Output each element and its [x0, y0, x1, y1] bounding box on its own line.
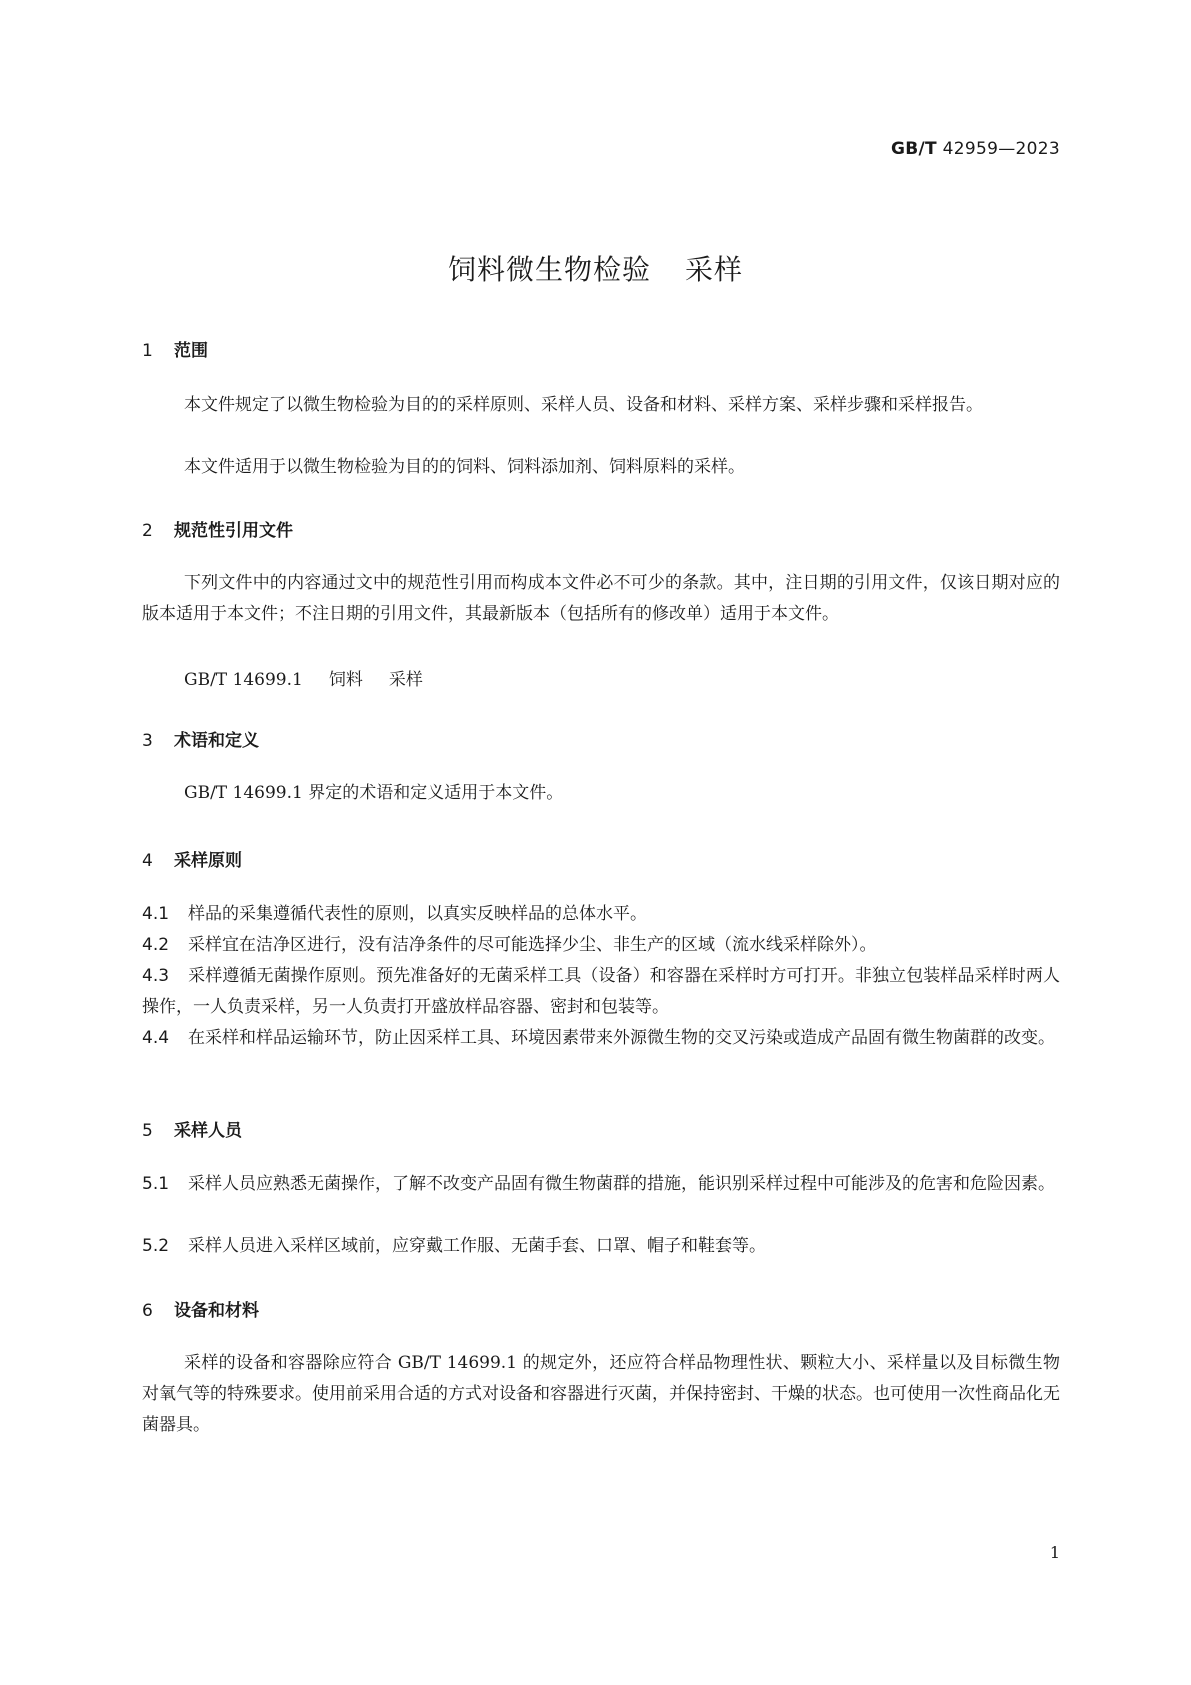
- clause-number: 4.2: [142, 935, 170, 955]
- section-6-heading: [142, 1296, 259, 1321]
- section-3-heading: [142, 726, 259, 751]
- clause-text: 采样人员进入采样区域前，应穿戴工作服、无菌手套、口罩、帽子和鞋套等。: [188, 1236, 766, 1256]
- reference-title-a: 饲料: [328, 670, 363, 690]
- standard-code: [800, 139, 1060, 159]
- section-title: 设备和材料: [174, 1301, 259, 1321]
- section-1-heading: [142, 336, 208, 361]
- section-title: 范围: [174, 341, 208, 361]
- clause-number: 4.4: [142, 1028, 170, 1048]
- standard-prefix: GB/T: [891, 139, 937, 159]
- reference-code: GB/T 14699.1: [184, 670, 303, 690]
- clause-4-4: [142, 1023, 1060, 1054]
- clause-text: 采样遵循无菌操作原则。预先准备好的无菌采样工具（设备）和容器在采样时方可打开。非独立包装样品采样时两人操作，一人负责采样，另一人负责打开盛放样品容器、密封和包装等。: [142, 966, 1060, 1017]
- clause-number: 5.2: [142, 1236, 170, 1256]
- clause-number: 4.3: [142, 966, 170, 986]
- section-number: 5: [142, 1121, 153, 1141]
- clause-number: 5.1: [142, 1174, 170, 1194]
- section-number: 2: [142, 521, 153, 541]
- document-title: [0, 248, 1191, 288]
- section-title: 规范性引用文件: [174, 521, 293, 541]
- section-number: 1: [142, 341, 153, 361]
- clause-text: 采样人员应熟悉无菌操作，了解不改变产品固有微生物菌群的措施，能识别采样过程中可能涉及的危害和危险因素。: [188, 1174, 1055, 1194]
- section-1-paragraph-2: 本文件适用于以微生物检验为目的的饲料、饲料添加剂、饲料原料的采样。: [184, 457, 745, 477]
- section-4-heading: [142, 846, 242, 871]
- clause-4-3: [142, 961, 1060, 1023]
- page-number: 1: [1049, 1543, 1060, 1562]
- clause-number: 4.1: [142, 904, 170, 924]
- section-number: 3: [142, 731, 153, 751]
- title-main: 饲料微生物检验: [447, 253, 651, 286]
- section-2-heading: [142, 516, 293, 541]
- clause-text: 采样宜在洁净区进行，没有洁净条件的尽可能选择少尘、非生产的区域（流水线采样除外）。: [188, 935, 877, 955]
- clause-text: 样品的采集遵循代表性的原则，以真实反映样品的总体水平。: [188, 904, 647, 924]
- section-title: 术语和定义: [174, 731, 259, 751]
- section-3-paragraph-1: GB/T 14699.1 界定的术语和定义适用于本文件。: [184, 783, 564, 803]
- section-5-heading: [142, 1116, 242, 1141]
- clause-text: 在采样和样品运输环节，防止因采样工具、环境因素带来外源微生物的交叉污染或造成产品固有微生物菌群的改变。: [188, 1028, 1055, 1048]
- section-1-paragraph-1: 本文件规定了以微生物检验为目的的采样原则、采样人员、设备和材料、采样方案、采样步骤和采样报告。: [184, 395, 983, 415]
- clause-4-2: [142, 930, 1060, 961]
- title-sub: 采样: [685, 253, 744, 286]
- section-number: 4: [142, 851, 153, 871]
- clause-5-1: [142, 1169, 1060, 1200]
- standard-number: 42959—2023: [942, 139, 1060, 159]
- section-title: 采样原则: [174, 851, 242, 871]
- section-number: 6: [142, 1301, 153, 1321]
- clause-4-1: [142, 899, 1060, 930]
- reference-title-b: 采样: [388, 670, 423, 690]
- clause-5-2: [142, 1231, 1060, 1262]
- section-6-paragraph-1: 采样的设备和容器除应符合 GB/T 14699.1 的规定外，还应符合样品物理性状、颗粒大小、采样量以及目标微生物对氧气等的特殊要求。使用前采用合适的方式对设备和容器进行灭菌，并保持密封、干燥的状态。也可使用一次性商品化无菌器具。: [142, 1353, 1060, 1435]
- normative-reference: [184, 665, 423, 690]
- section-title: 采样人员: [174, 1121, 242, 1141]
- section-2-paragraph-1: 下列文件中的内容通过文中的规范性引用而构成本文件必不可少的条款。其中，注日期的引用文件，仅该日期对应的版本适用于本文件；不注日期的引用文件，其最新版本（包括所有的修改单）适用于本文件。: [142, 573, 1060, 624]
